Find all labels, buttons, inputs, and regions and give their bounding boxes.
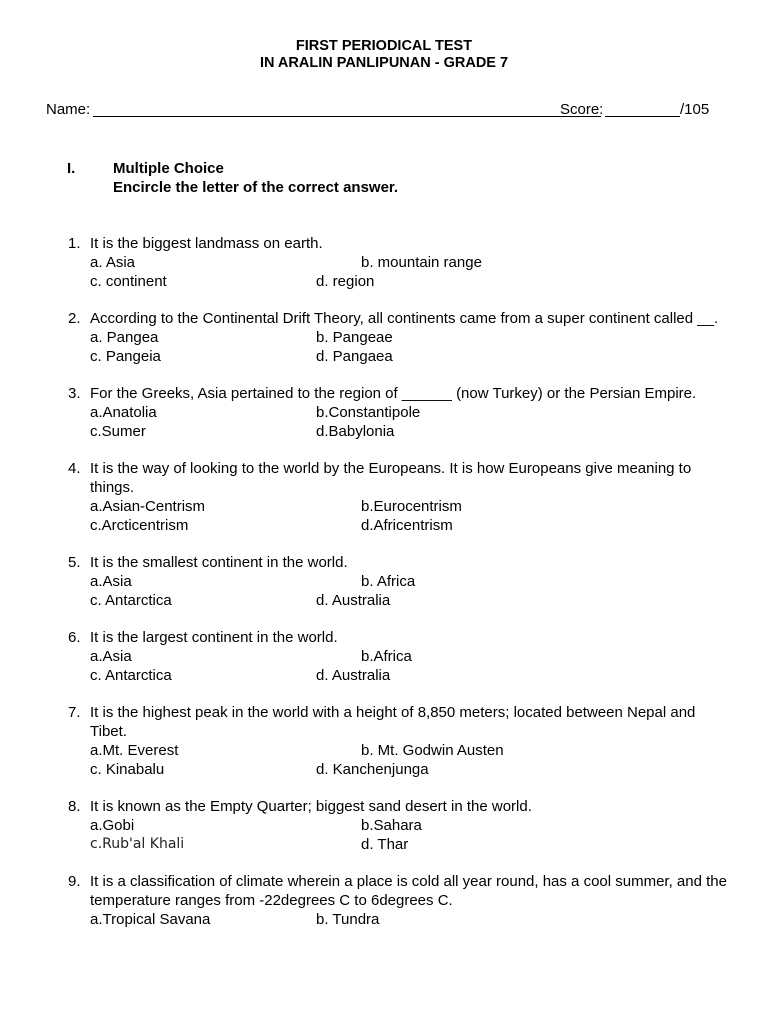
question-number: 8. [68, 798, 81, 815]
question-number: 1. [68, 235, 81, 252]
choice-b: b.Eurocentrism [361, 498, 462, 515]
question-text: It is the highest peak in the world with a height of 8,850 meters; located between Nepal and Tibet. [90, 704, 696, 740]
test-title: FIRST PERIODICAL TEST [295, 38, 473, 54]
question-text: According to the Continental Drift Theory, all continents came from a super continent called __. [90, 310, 719, 327]
choice-d: d.Africentrism [361, 517, 453, 534]
question-number: 6. [68, 629, 81, 646]
choice-a: a.Tropical Savana [90, 911, 211, 928]
choices [0, 741, 768, 779]
choice-b: b.Sahara [361, 817, 422, 834]
score-total: /105 [680, 101, 710, 118]
question-6 [0, 628, 768, 685]
question-text: It is known as the Empty Quarter; biggest sand desert in the world. [90, 798, 532, 815]
question-list [0, 234, 768, 947]
name-label: Name: [46, 101, 91, 118]
question-4 [0, 459, 768, 535]
choice-c: c. Antarctica [90, 667, 172, 684]
question-text: It is the way of looking to the world by the Europeans. It is how Europeans give meaning to things. [90, 460, 692, 496]
question-number: 9. [68, 873, 81, 890]
choice-c: c. Antarctica [90, 592, 172, 609]
choice-c: c.Rub'al Khali [90, 836, 185, 852]
question-3 [0, 384, 768, 441]
choice-d: d. Australia [316, 592, 391, 609]
question-2 [0, 309, 768, 366]
choice-a: a.Asian-Centrism [90, 498, 206, 515]
choices [0, 403, 768, 441]
score-label: Score: [560, 101, 604, 118]
choice-b: b.Africa [361, 648, 412, 665]
choice-a: a. Asia [90, 254, 136, 271]
choice-b: b. Tundra [316, 911, 380, 928]
choice-a: a.Mt. Everest [90, 742, 179, 759]
choice-d: d. Thar [361, 836, 409, 853]
name-score-row [46, 100, 716, 120]
choice-d: d. Pangaea [316, 348, 393, 365]
choice-d: d. Kanchenjunga [316, 761, 429, 778]
section-number: I. [67, 160, 76, 177]
question-text: It is a classification of climate wherein a place is cold all year round, has a cool summer, and the temperature ranges from -22degrees C to 6degrees C. [90, 873, 727, 909]
choice-a: a.Asia [90, 648, 132, 665]
choices [0, 253, 768, 291]
choice-a: a. Pangea [90, 329, 159, 346]
choice-d: d. region [316, 273, 375, 290]
choices [0, 647, 768, 685]
choice-c: c. Kinabalu [90, 761, 165, 778]
score-blank-line [605, 116, 680, 117]
choice-d: d.Babylonia [316, 423, 395, 440]
section-title: Multiple Choice [113, 160, 224, 177]
question-text: It is the smallest continent in the world. [90, 554, 348, 571]
choices [0, 497, 768, 535]
question-number: 4. [68, 460, 81, 477]
question-8 [0, 797, 768, 854]
name-blank-line [93, 116, 601, 117]
choice-a: a.Asia [90, 573, 132, 590]
choices [0, 328, 768, 366]
question-text: It is the largest continent in the world. [90, 629, 338, 646]
question-5 [0, 553, 768, 610]
section-instruction: Encircle the letter of the correct answer. [113, 179, 399, 196]
question-number: 2. [68, 310, 81, 327]
choice-b: b. mountain range [361, 254, 482, 271]
question-9 [0, 872, 768, 929]
choice-c: c. continent [90, 273, 167, 290]
question-number: 5. [68, 554, 81, 571]
choice-c: c.Arcticentrism [90, 517, 189, 534]
choices [0, 572, 768, 610]
choices [0, 816, 768, 854]
choice-b: b. Mt. Godwin Austen [361, 742, 504, 759]
choice-b: b.Constantipole [316, 404, 421, 421]
choice-c: c. Pangeia [90, 348, 161, 365]
choice-a: a.Anatolia [90, 404, 157, 421]
question-text: For the Greeks, Asia pertained to the region of ______ (now Turkey) or the Persian Empire. [90, 385, 697, 402]
test-subtitle: IN ARALIN PANLIPUNAN - GRADE 7 [259, 55, 509, 71]
choice-d: d. Australia [316, 667, 391, 684]
choice-c: c.Sumer [90, 423, 146, 440]
question-1 [0, 234, 768, 291]
question-number: 3. [68, 385, 81, 402]
question-number: 7. [68, 704, 81, 721]
choices [0, 910, 768, 929]
choice-b: b. Africa [361, 573, 416, 590]
question-7 [0, 703, 768, 779]
choice-a: a.Gobi [90, 817, 135, 834]
question-text: It is the biggest landmass on earth. [90, 235, 323, 252]
choice-b: b. Pangeae [316, 329, 393, 346]
